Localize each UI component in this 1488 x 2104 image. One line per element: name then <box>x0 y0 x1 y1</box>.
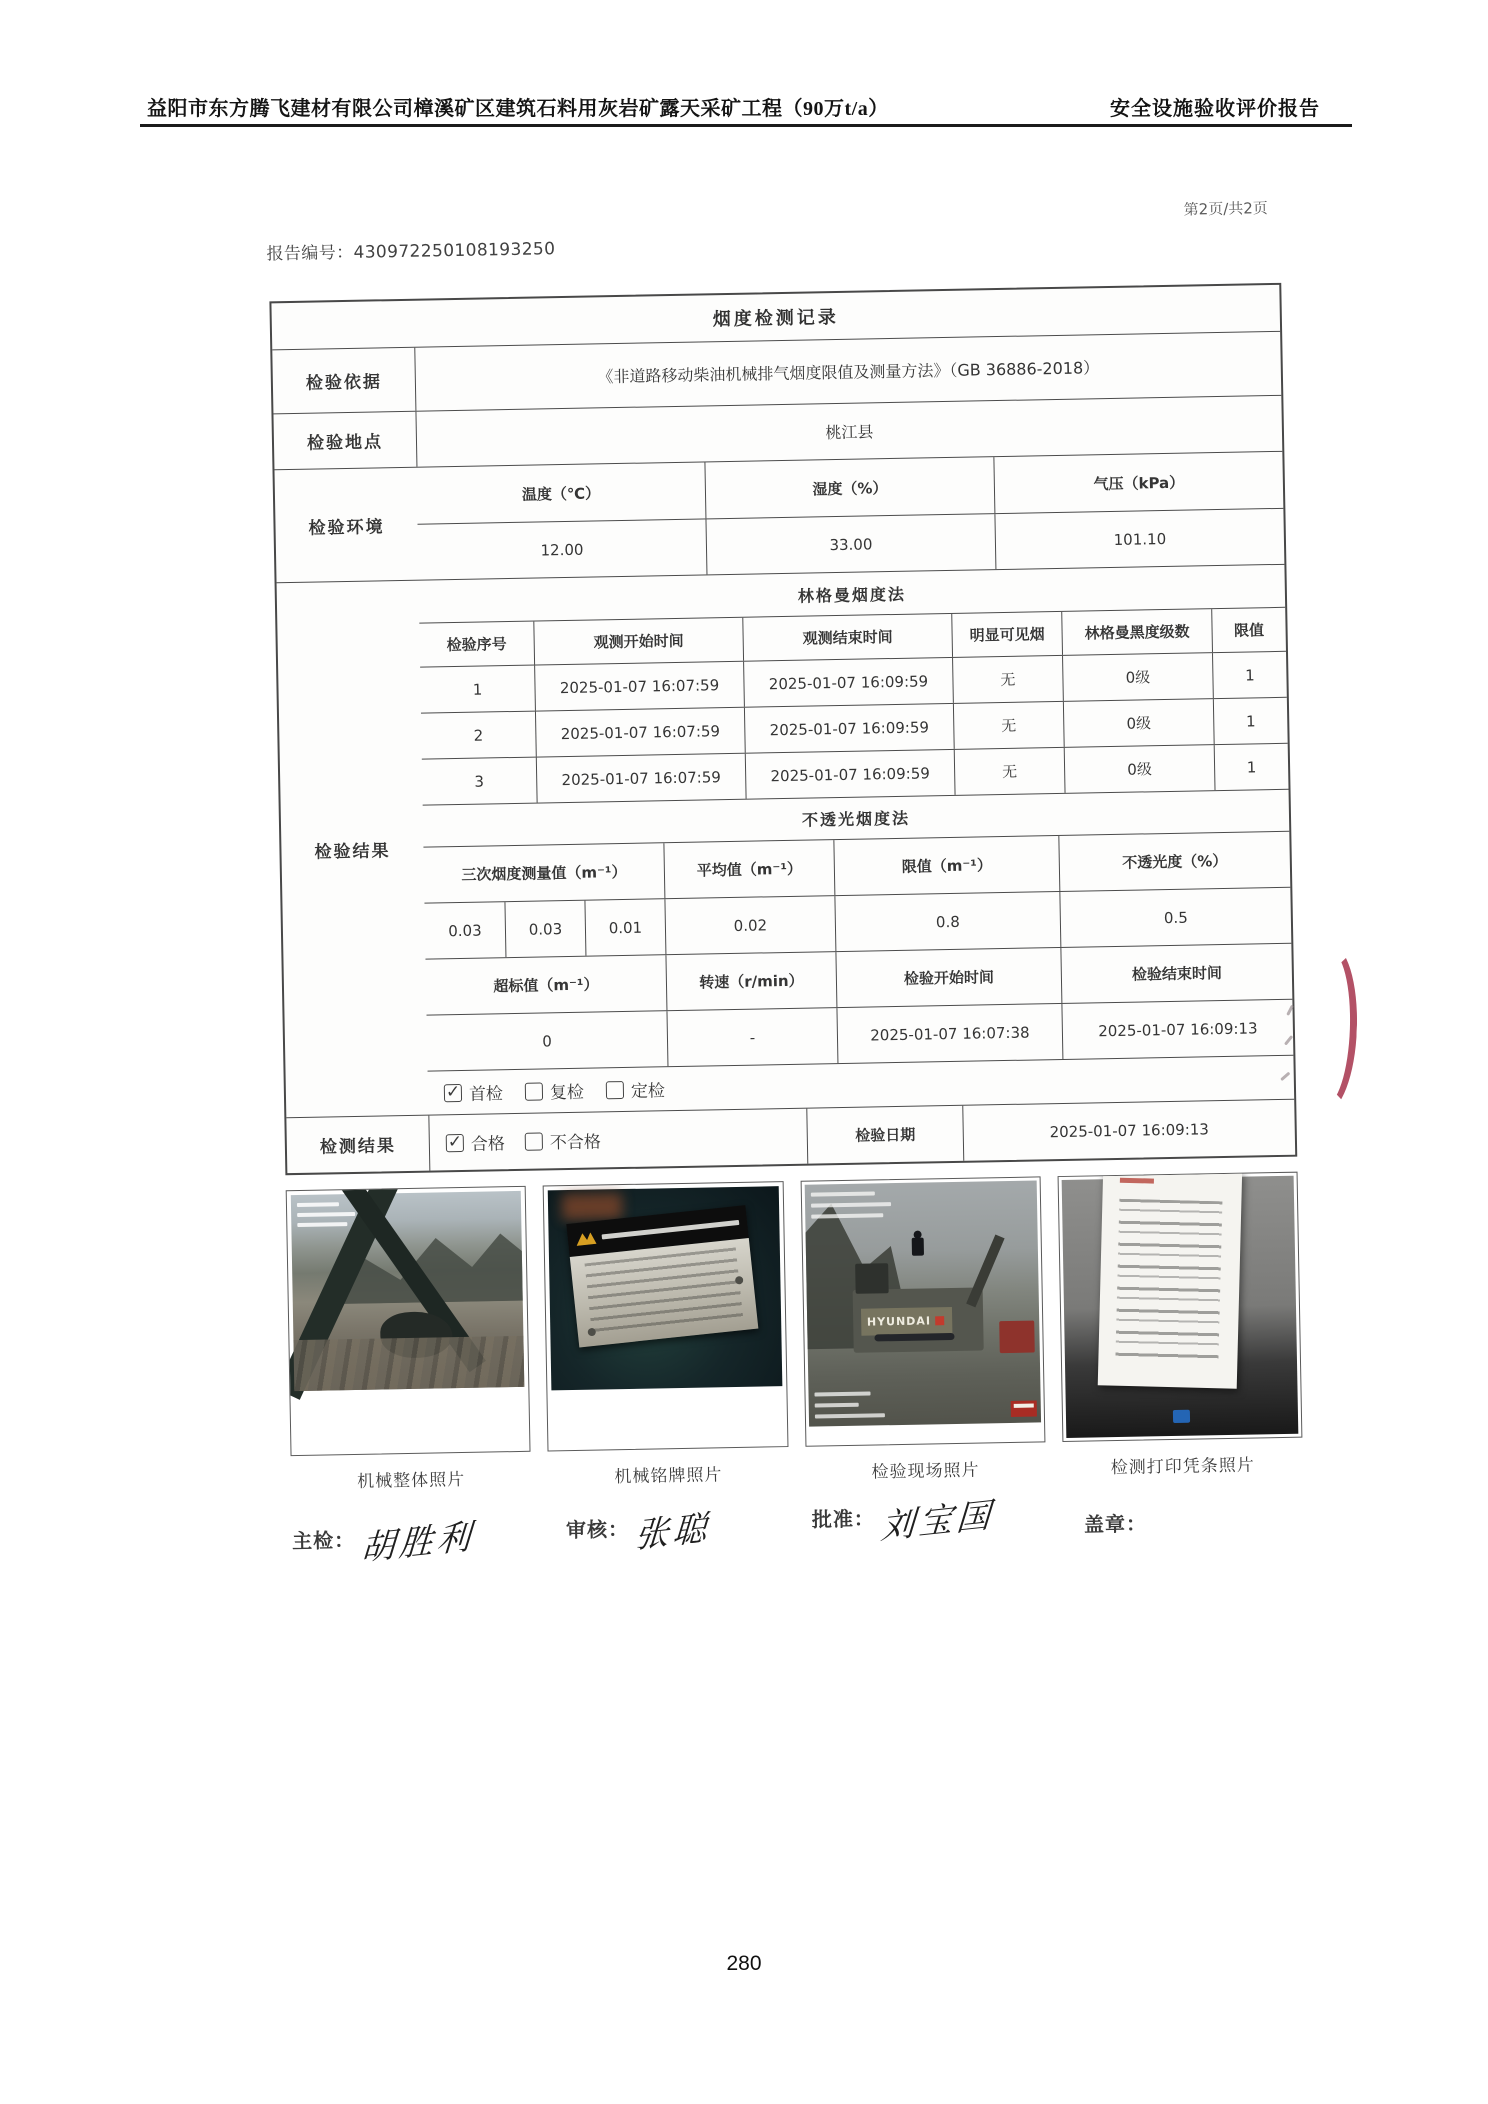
table-cell: 0级 <box>1064 745 1215 793</box>
table-cell: 2025-01-07 16:07:59 <box>535 708 745 757</box>
blue-logo-mark <box>1172 1410 1189 1423</box>
table-cell: 0.8 <box>834 892 1060 951</box>
page-header-project-title: 益阳市东方腾飞建材有限公司樟溪矿区建筑石料用灰岩矿露天采矿工程（90万t/a） <box>147 98 889 120</box>
signature-row <box>292 1493 1305 1592</box>
table-cell: 2025-01-07 16:09:59 <box>743 658 953 707</box>
page-header-report-title: 安全设施验收评价报告 <box>1110 98 1320 120</box>
photo-watermark-line <box>814 1392 870 1397</box>
table-cell: 1 <box>1213 698 1288 744</box>
table-cell: 0.03 <box>504 901 585 957</box>
check-type-first <box>444 1079 503 1105</box>
env-value-pressure: 101.10 <box>994 509 1284 569</box>
table-cell: 0 <box>542 1031 552 1050</box>
receipt-paper-shape <box>1098 1172 1243 1389</box>
checkbox-periodic-inspection[interactable] <box>606 1081 624 1099</box>
table-cell: 2025-01-07 16:07:59 <box>534 662 744 711</box>
inspection-date-value: 2025-01-07 16:09:13 <box>962 1100 1295 1161</box>
table-cell: 1 <box>1212 652 1287 698</box>
result-pass <box>446 1129 505 1155</box>
photo-watermark-line <box>811 1213 883 1218</box>
red-truck-shape <box>999 1321 1034 1353</box>
excavator-photo-art <box>291 1191 525 1391</box>
table-cell: 3 <box>474 772 485 791</box>
nameplate-title-line <box>602 1220 739 1239</box>
table-cell: 0.03 <box>448 921 482 940</box>
receipt-text-lines <box>1115 1199 1222 1362</box>
result-fail <box>525 1127 601 1153</box>
brand-band <box>861 1307 952 1335</box>
receipt-photo-art <box>1061 1176 1298 1438</box>
report-number <box>266 234 555 264</box>
excavator-track-shape <box>874 1332 955 1341</box>
photo-caption-test-site: 检验现场照片 <box>871 1460 980 1483</box>
ring-header-level: 林格曼黑度级数 <box>1061 609 1212 655</box>
sig-seal <box>1084 1499 1148 1537</box>
person-body <box>912 1238 924 1256</box>
photo-receipt <box>1057 1172 1302 1442</box>
smoke-test-record-table <box>269 283 1297 1175</box>
photo-caption-nameplate: 机械铭牌照片 <box>614 1465 723 1488</box>
photo-caption-machine-overall: 机械整体照片 <box>356 1469 466 1492</box>
table-cell: 1 <box>1214 744 1289 790</box>
table-cell: 无 <box>953 702 1064 749</box>
ring-header-seq: 检验序号 <box>446 635 507 655</box>
ring-header-visible: 明显可见烟 <box>951 612 1062 657</box>
table-cell: 0级 <box>1062 653 1213 701</box>
checkbox-repeat-inspection[interactable] <box>525 1082 543 1100</box>
excavator-body-shape <box>853 1288 984 1353</box>
table-cell: 0.5 <box>1059 888 1291 947</box>
scan-page-marker: 第2页/共2页 <box>1183 199 1269 219</box>
header-rule <box>140 124 1352 127</box>
env-header-pressure: 气压（kPa） <box>993 452 1283 513</box>
opacity-header-limit: 限值（m⁻¹） <box>833 836 1059 895</box>
nameplate-text-lines <box>585 1248 743 1336</box>
opacity-header-rpm: 转速（r/min） <box>665 952 836 1010</box>
evidence-photo-strip <box>286 1172 1303 1493</box>
red-stamp-arc <box>1296 943 1360 1113</box>
opacity-header-exceed: 超标值（m⁻¹） <box>493 975 599 996</box>
table-cell: 2025-01-07 16:09:59 <box>745 750 955 799</box>
checkbox-fail[interactable] <box>525 1132 543 1150</box>
sig-approver <box>811 1492 996 1548</box>
photo-watermark-line <box>814 1413 884 1418</box>
photo-nameplate <box>543 1181 788 1451</box>
env-header-temp: 温度（℃） <box>521 483 601 504</box>
checkbox-pass[interactable] <box>446 1133 464 1151</box>
rust-smudge <box>562 1193 622 1220</box>
test-site-photo-art <box>804 1180 1041 1426</box>
env-value-humidity: 33.00 <box>705 514 995 574</box>
nameplate-photo-art <box>548 1186 782 1390</box>
brand-text: HYUNDAI <box>866 1314 932 1329</box>
basis-label: 检验依据 <box>305 372 383 394</box>
final-result-label: 检测结果 <box>319 1136 397 1158</box>
ringelmann-title: 林格曼烟度法 <box>797 584 907 606</box>
table-cell: 2025-01-07 16:07:59 <box>536 754 746 803</box>
photo-watermark-line <box>814 1403 858 1408</box>
photo-column-machine-overall <box>286 1186 532 1493</box>
checkbox-pass-label: 合格 <box>470 1134 506 1155</box>
row-results <box>277 564 1295 1117</box>
table-cell: 0级 <box>1063 699 1214 747</box>
photo-machine-overall <box>286 1186 531 1456</box>
sig-lead-inspector <box>291 1514 476 1570</box>
report-number-label: 报告编号： <box>266 242 354 265</box>
inspection-date-label: 检验日期 <box>806 1106 963 1164</box>
photo-watermark-line <box>811 1202 891 1207</box>
receipt-red-header-mark <box>1119 1178 1153 1184</box>
location-label: 检验地点 <box>306 432 384 454</box>
sig-seal-label: 盖章： <box>1083 1511 1148 1537</box>
ring-header-end: 观测结束时间 <box>742 614 952 661</box>
table-cell: - <box>666 1008 837 1066</box>
photo-column-receipt <box>1057 1172 1303 1479</box>
photo-column-nameplate <box>543 1181 789 1488</box>
table-cell: 0.01 <box>584 899 665 955</box>
scanned-record-sheet <box>252 197 1323 1616</box>
table-cell: 0.02 <box>664 896 835 954</box>
checkbox-fail-label: 不合格 <box>549 1132 602 1154</box>
sig-lead-label: 主检： <box>291 1528 356 1554</box>
ring-header-start: 观测开始时间 <box>533 618 743 665</box>
opacity-title: 不透光烟度法 <box>423 789 1290 847</box>
table-cell: 2025-01-07 16:07:38 <box>836 1004 1062 1063</box>
checkbox-repeat-label: 复检 <box>549 1082 585 1104</box>
table-cell: 无 <box>954 748 1065 795</box>
nameplate-shape <box>567 1205 759 1347</box>
sig-reviewer <box>566 1503 712 1555</box>
check-type-periodic <box>606 1076 665 1102</box>
excavator-boom-shape <box>966 1235 1005 1308</box>
sig-lead-handwriting: 胡胜利 <box>359 1516 476 1570</box>
sig-review-handwriting: 张聪 <box>633 1507 712 1557</box>
photo-watermark-line <box>297 1212 355 1217</box>
photo-watermark-line <box>810 1191 874 1196</box>
basis-value: 《非道路移动柴油机械排气烟度限值及测量方法》（GB 36886-2018） <box>414 332 1281 411</box>
nameplate-body <box>570 1238 758 1347</box>
check-type-repeat <box>525 1078 584 1104</box>
location-value: 桃江县 <box>415 396 1282 467</box>
photo-column-test-site <box>800 1176 1046 1483</box>
table-cell: 2025-01-07 16:09:13 <box>1061 1000 1293 1059</box>
sig-approve-label: 批准： <box>811 1506 876 1532</box>
maker-logo-mark <box>576 1232 597 1246</box>
opacity-header-opacity: 不透光度（%） <box>1058 832 1290 891</box>
environment-label: 检验环境 <box>308 516 385 539</box>
table-cell: 2 <box>473 726 484 745</box>
photo-watermark-line <box>297 1222 347 1227</box>
env-value-temp: 12.00 <box>540 540 584 559</box>
env-header-humidity: 湿度（%） <box>704 457 994 518</box>
footer-page-number: 280 <box>726 1952 762 1975</box>
opacity-header-avg: 平均值（m⁻¹） <box>663 840 834 898</box>
screw-dot <box>735 1276 744 1285</box>
sig-review-label: 审核： <box>565 1516 630 1543</box>
checkbox-periodic-label: 定检 <box>630 1081 666 1102</box>
app-watermark-logo <box>1010 1400 1036 1416</box>
checkbox-first-inspection[interactable] <box>444 1083 462 1101</box>
row-environment <box>274 451 1284 582</box>
brand-red-mark <box>935 1316 944 1325</box>
photo-test-site <box>800 1176 1045 1446</box>
rubble-ground-texture <box>293 1336 524 1391</box>
sig-approve-handwriting: 刘宝国 <box>879 1495 996 1548</box>
results-label: 检验结果 <box>314 840 391 863</box>
opacity-header-start-time: 检验开始时间 <box>835 948 1061 1007</box>
ring-header-limit: 限值 <box>1211 608 1286 652</box>
photo-watermark-line <box>297 1202 339 1207</box>
excavator-cab-shape <box>855 1263 889 1294</box>
table-cell: 无 <box>952 656 1063 703</box>
checkbox-first-label: 首检 <box>468 1084 504 1105</box>
opacity-header-end-time: 检验结束时间 <box>1060 944 1292 1003</box>
table-title: 烟度检测记录 <box>712 306 839 331</box>
table-cell: 2025-01-07 16:09:59 <box>744 704 954 753</box>
final-result-options <box>428 1109 807 1171</box>
person-silhouette <box>912 1231 924 1257</box>
report-number-value: 430972250108193250 <box>353 239 556 263</box>
table-cell: 1 <box>472 680 483 699</box>
opacity-header-three: 三次烟度测量值（m⁻¹） <box>461 862 627 884</box>
photo-caption-receipt: 检测打印凭条照片 <box>1110 1455 1255 1479</box>
